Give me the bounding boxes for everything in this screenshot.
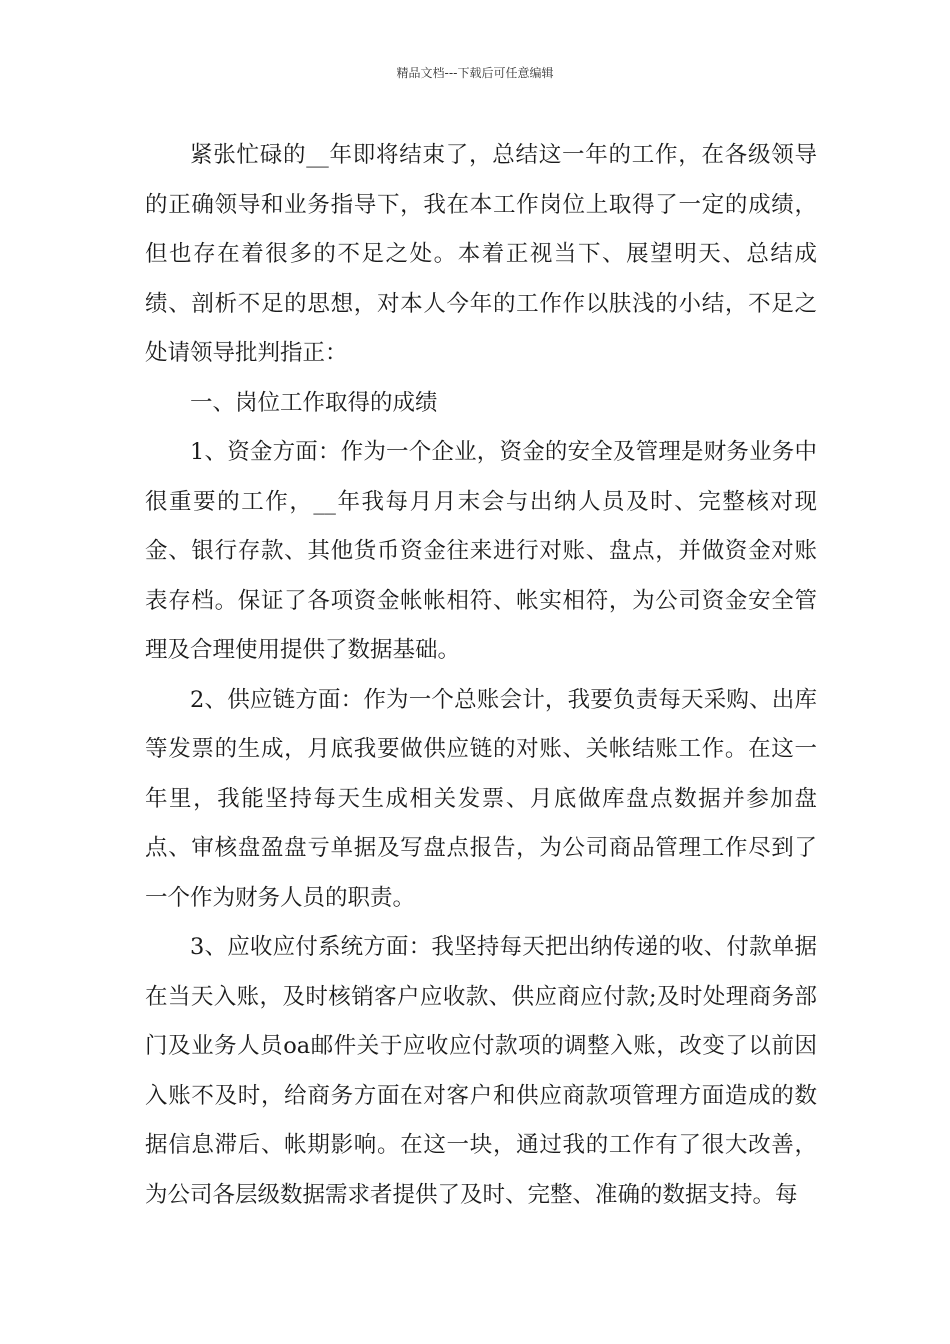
section-heading: 一、岗位工作取得的成绩 bbox=[190, 389, 438, 416]
document-body bbox=[145, 131, 817, 1220]
paragraph-funds: 1、资金方面：作为一个企业，资金的安全及管理是财务业务中很重要的工作，__年我每月月末会与出纳人员及时、完整核对现金、银行存款、其他货币资金往来进行对账、盘点，并做资金对账表存档。保证了各项资金帐帐相符、帐实相符，为公司资金安全管理及合理使用提供了数据基础。 bbox=[145, 439, 817, 663]
paragraph-intro: 紧张忙碌的__年即将结束了，总结这一年的工作，在各级领导的正确领导和业务指导下，我在本工作岗位上取得了一定的成绩，但也存在着很多的不足之处。本着正视当下、展望明天、总结成绩、剖析不足的思想，对本人今年的工作作以肤浅的小结，不足之处请领导批判指正： bbox=[145, 142, 817, 366]
paragraph-receivables-payables: 3、应收应付系统方面：我坚持每天把出纳传递的收、付款单据在当天入账，及时核销客户应收款、供应商应付款;及时处理商务部门及业务人员oa邮件关于应收应付款项的调整入账，改变了以前因入账不及时，给商务方面在对客户和供应商款项管理方面造成的数据信息滞后、帐期影响。在这一块，通过我的工作有了很大改善，为公司各层级数据需求者提供了及时、完整、准确的数据支持。每 bbox=[145, 934, 817, 1208]
page-header: 精品文档---下载后可任意编辑 bbox=[396, 66, 554, 80]
paragraph-supply-chain: 2、供应链方面：作为一个总账会计，我要负责每天采购、出库等发票的生成，月底我要做供应链的对账、关帐结账工作。在这一年里，我能坚持每天生成相关发票、月底做库盘点数据并参加盘点、审核盘盈盘亏单据及写盘点报告，为公司商品管理工作尽到了一个作为财务人员的职责。 bbox=[145, 686, 817, 911]
